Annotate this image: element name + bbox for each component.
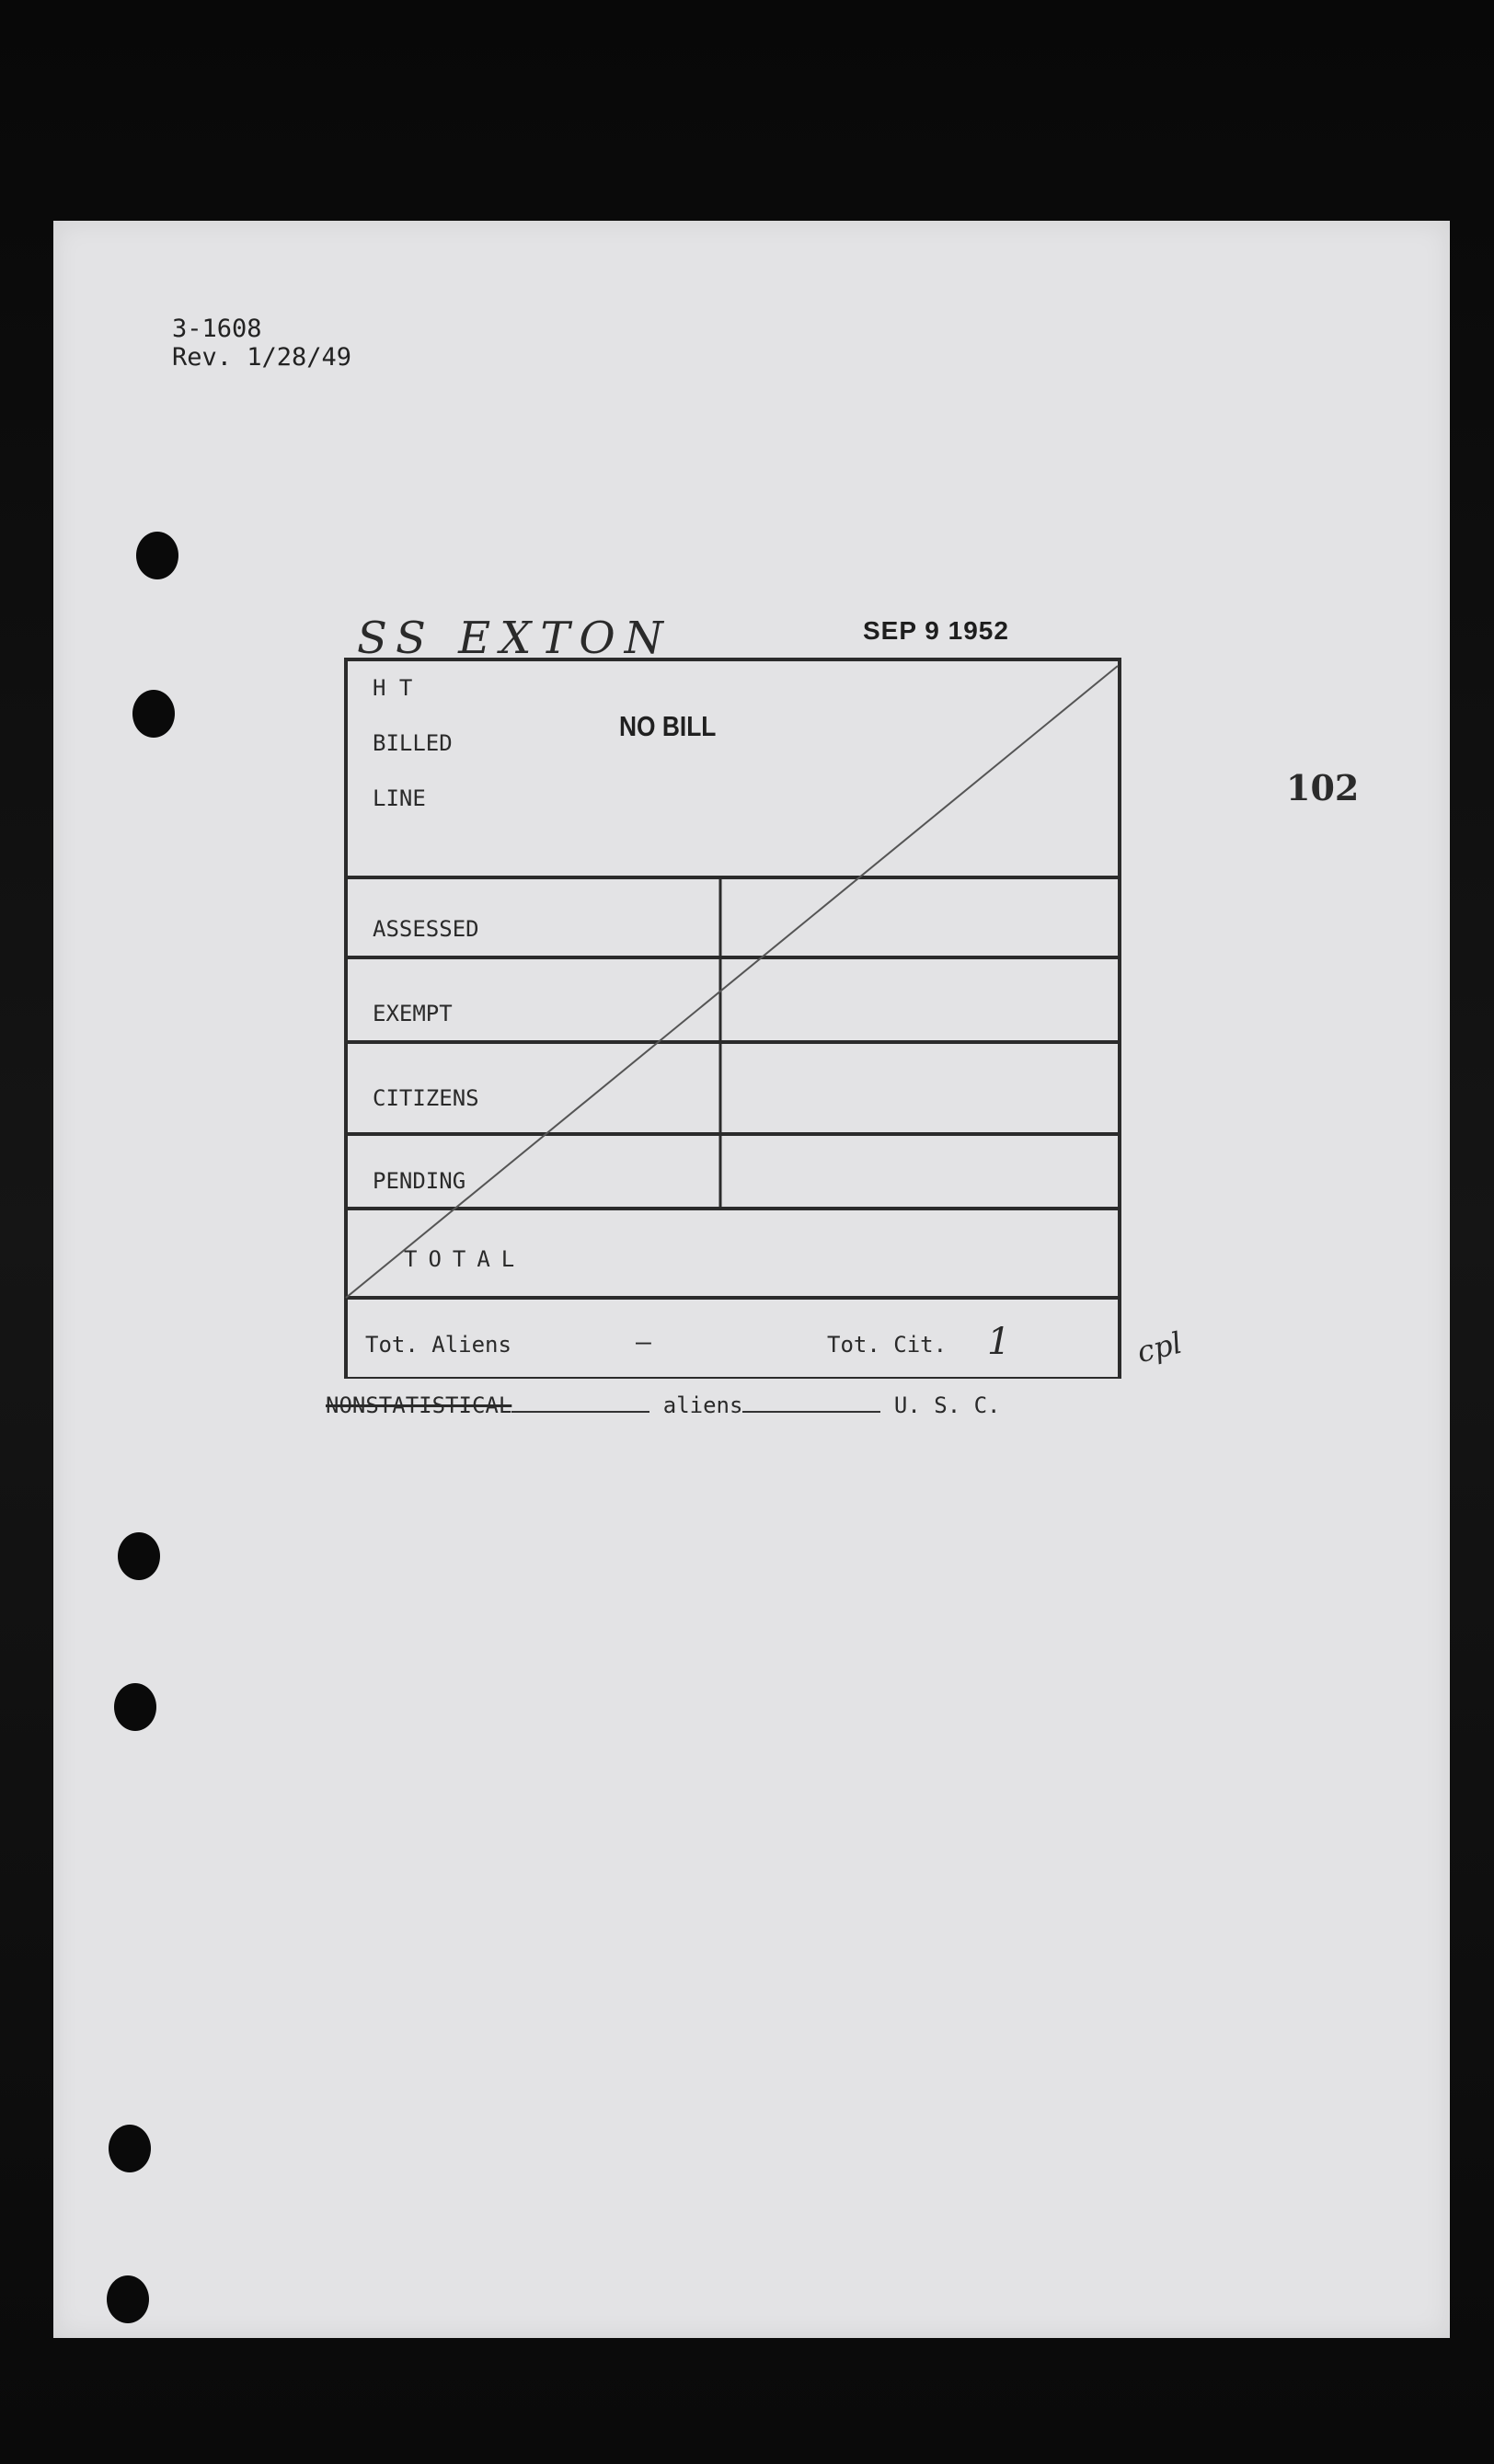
billed-label: BILLED [373,730,453,756]
manifest-form [343,657,1124,1379]
blank-line [742,1394,880,1413]
blank-line [511,1394,649,1413]
line-label: LINE [373,785,426,811]
form-code-block [172,315,351,372]
date-stamp: SEP 9 1952 [863,616,1009,645]
punch-hole [114,1683,156,1731]
punch-hole [107,2275,149,2323]
total-aliens-value: — [636,1326,651,1357]
clerk-initials: cpl [1133,1324,1186,1370]
cancel-diagonal-line [346,666,1118,1298]
total-citizens-value: 1 [987,1321,1011,1363]
usc-label: U. S. C. [893,1392,1001,1418]
ht-label: H T [373,675,413,701]
punch-hole [132,690,175,738]
citizens-label: CITIZENS [373,1085,479,1111]
pending-label: PENDING [373,1168,466,1194]
ship-name: SS EXTON [357,613,672,664]
punch-hole [118,1532,160,1580]
total-citizens-label: Tot. Cit. [827,1332,948,1358]
nonstatistical-line [326,1392,1001,1418]
total-aliens-label: Tot. Aliens [365,1332,511,1358]
punch-hole [109,2125,151,2172]
form-code: 3-1608 [172,315,262,343]
page-number: 102 [1286,767,1360,808]
assessed-label: ASSESSED [373,916,479,942]
no-bill-stamp: NO BILL [619,710,717,742]
nonstatistical-label: NONSTATISTICAL [326,1392,512,1418]
form-revision: Rev. 1/28/49 [172,343,352,372]
aliens-label: aliens [662,1392,743,1418]
total-label: TOTAL [404,1246,526,1272]
punch-hole [136,532,178,579]
exempt-label: EXEMPT [373,1001,453,1026]
